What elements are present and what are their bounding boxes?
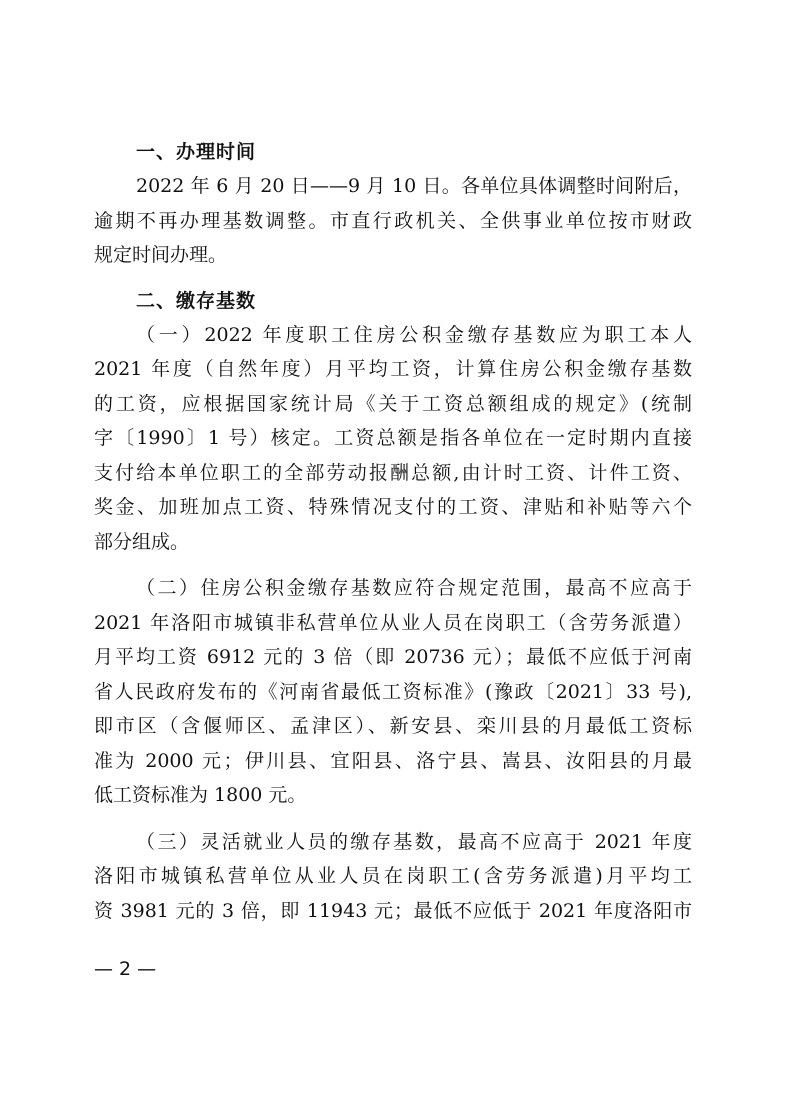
text-line: 奖金、加班加点工资、特殊情况支付的工资、津贴和补贴等六个 xyxy=(94,496,692,518)
spacer xyxy=(94,273,692,285)
text-line: 字〔1990〕1 号）核定。工资总额是指各单位在一定时期内直接 xyxy=(94,427,692,449)
paragraph-base-range xyxy=(94,571,692,813)
text-line: 支付给本单位职工的全部劳动报酬总额,由计时工资、计件工资、 xyxy=(94,461,692,484)
text-line: 低工资标准为 1800 元。 xyxy=(94,784,307,806)
text-line: 即市区（含偃师区、孟津区）、新安县、栾川县的月最低工资标 xyxy=(94,715,692,737)
text-line: 洛阳市城镇私营单位从业人员在岗职工(含劳务派遣)月平均工 xyxy=(94,865,692,887)
page-number: — 2 — xyxy=(94,958,157,980)
text-line: （二）住房公积金缴存基数应符合规定范围，最高不应高于 xyxy=(136,577,692,599)
text-line: 省人民政府发布的《河南省最低工资标准》(豫政〔2021〕33 号), xyxy=(94,680,692,703)
spacer xyxy=(94,813,692,825)
section-heading-handling-time: 一、办理时间 xyxy=(136,141,257,163)
text-line: 逾期不再办理基数调整。市直行政机关、全供事业单位按市财政 xyxy=(94,209,692,232)
text-line: （一）2022 年度职工住房公积金缴存基数应为职工本人 xyxy=(136,323,692,346)
text-line: 规定时间办理。 xyxy=(94,244,228,266)
text-line: 月平均工资 6912 元的 3 倍（即 20736 元）；最低不应低于河南 xyxy=(94,646,692,668)
text-line: 准为 2000 元；伊川县、宜阳县、洛宁县、嵩县、汝阳县的月最 xyxy=(94,749,692,772)
spacer xyxy=(94,559,692,571)
text-line: 资 3981 元的 3 倍，即 11943 元；最低不应低于 2021 年度洛阳市 xyxy=(94,899,692,922)
text-line: （三）灵活就业人员的缴存基数，最高不应高于 2021 年度 xyxy=(136,830,692,853)
text-line: 2021 年度（自然年度）月平均工资，计算住房公积金缴存基数 xyxy=(94,358,692,380)
section-heading-contribution-base: 二、缴存基数 xyxy=(136,289,257,312)
text-line: 2022 年 6 月 20 日——9 月 10 日。各单位具体调整时间附后， xyxy=(136,175,692,197)
document-body xyxy=(94,136,692,928)
text-line: 的工资，应根据国家统计局《关于工资总额组成的规定》(统制 xyxy=(94,392,692,415)
text-line: 2021 年洛阳市城镇非私营单位从业人员在岗职工（含劳务派遣） xyxy=(94,611,692,634)
paragraph-handling-time xyxy=(94,169,692,273)
paragraph-base-definition xyxy=(94,318,692,560)
text-line: 部分组成。 xyxy=(94,530,190,553)
paragraph-flexible-employment xyxy=(94,825,692,929)
